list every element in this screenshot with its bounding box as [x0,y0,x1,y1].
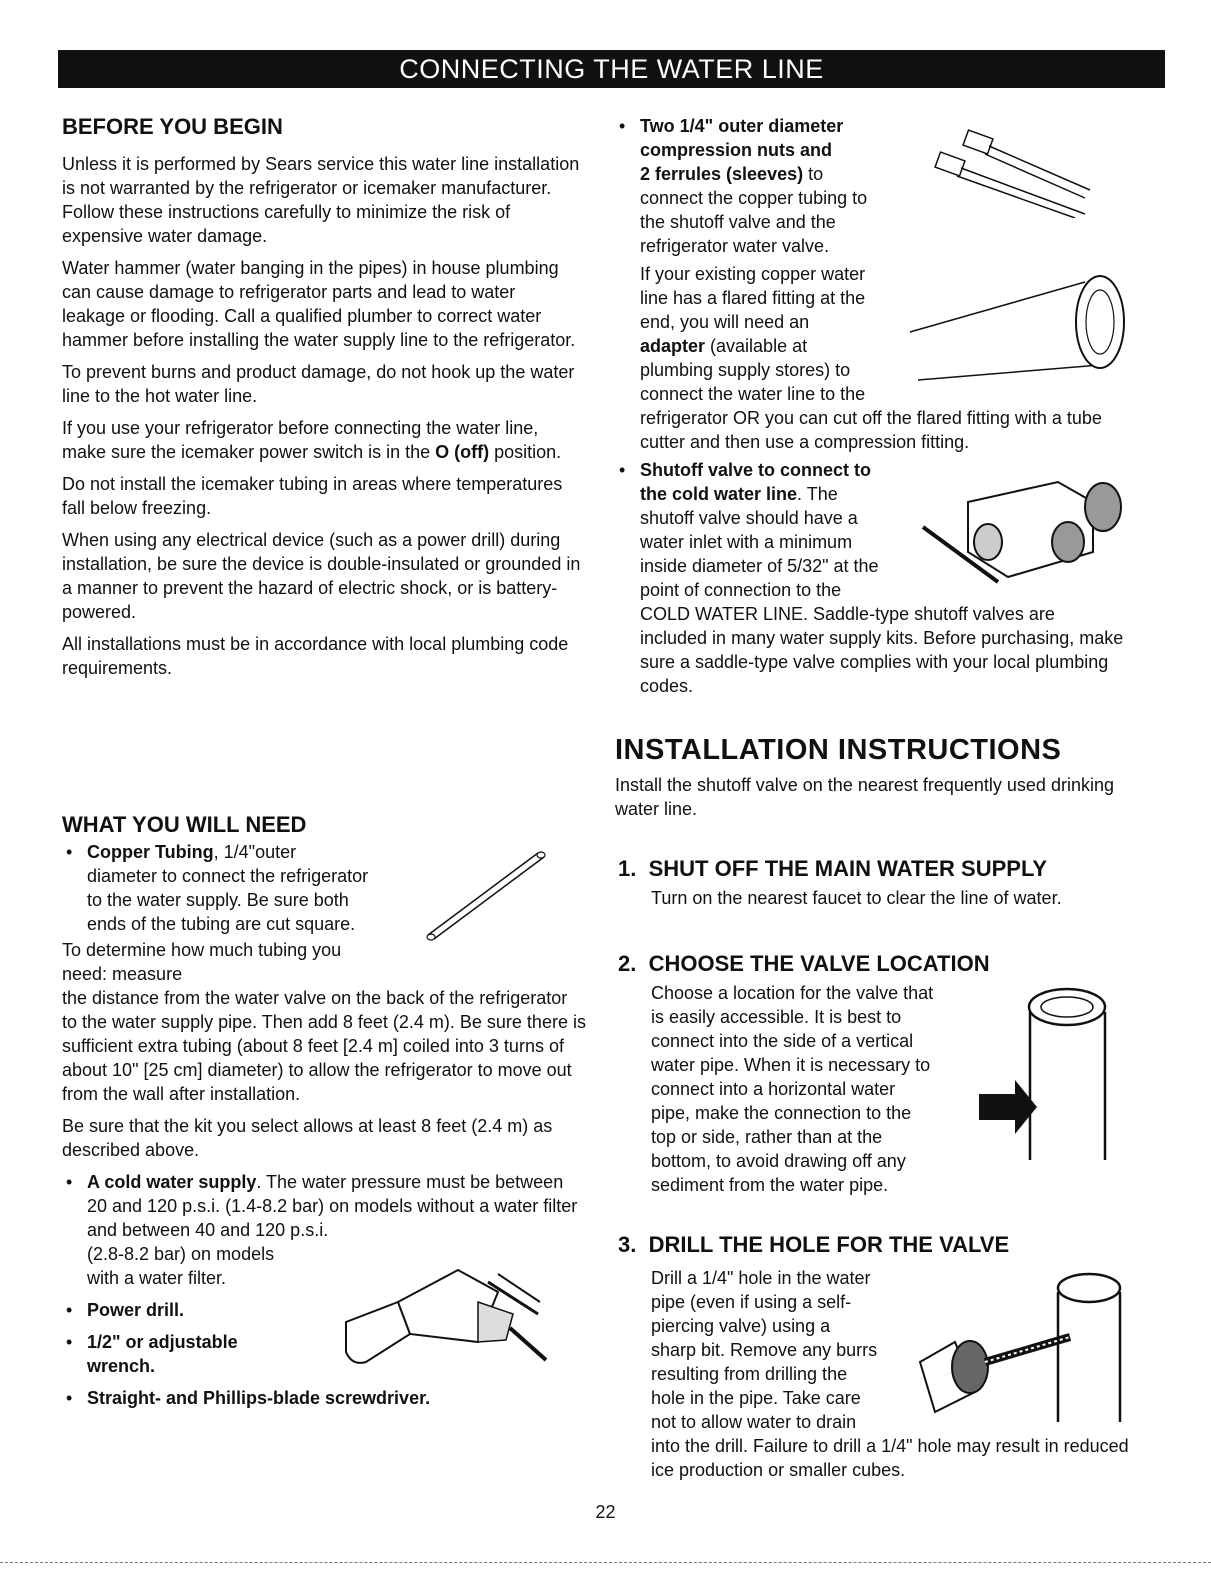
kit-text: Be sure that the kit you select allows at least 8 feet (2.4 m) as described above. [62,1116,553,1160]
step-1-text: Turn on the nearest faucet to clear the line of water. [651,888,1062,908]
step-2-title: CHOOSE THE VALVE LOCATION [648,951,990,976]
cold-water-item: • A cold water supply. The water pressure must be between 20 and 120 p.s.i. (1.4-8.2 bar) on models without a water filter and between 40 and 120 p.s.i. (2.8-8.2 bar) on models with a water filter. [66,1172,578,1288]
before-p2: Water hammer (water banging in the pipes) in house plumbing can cause damage to refrigerator parts and lead to water leakage or flooding. Call a qualified plumber to correct water hammer before installing the water supply line to the refrigerator. [62,258,576,350]
before-p1b: Follow these instructions carefully to minimize the risk of expensive water damage. [62,202,511,246]
compression-nuts-item: • Two 1/4" outer diameter compression nuts and 2 ferrules (sleeves) to connect the copper tubing to the shutoff valve and the refrigerator water valve. [619,116,868,256]
page-bottom-divider [0,1562,1211,1563]
wrench-item: • 1/2" or adjustable wrench. [66,1332,238,1376]
flared-fitting-illustration [900,270,1130,400]
install-intro: Install the shutoff valve on the nearest frequently used drinking water line. [615,775,1114,819]
step-3-text: Drill a 1/4" hole in the water pipe (even if using a self- piercing valve) using a sharp bit. Remove any burrs resulting from drilling the hole in the pipe. Take care not to allow water to drain into the drill. Failure to drill a 1/4" hole may result in reduced ice production or smaller cubes. [651,1268,1129,1480]
step-3-number: 3. [618,1232,637,1257]
before-p7: All installations must be in accordance with local plumbing code requirements. [62,634,569,678]
copper-tubing-item: • Copper Tubing, 1/4"outer diameter to connect the refrigerator to the water supply. Be sure both ends of the tubing are cut square. [66,842,369,934]
before-p3: To prevent burns and product damage, do not hook up the water line to the hot water line. [62,362,575,406]
page-number: 22 [595,1502,616,1522]
step-3-title: DRILL THE HOLE FOR THE VALVE [648,1232,1010,1257]
step-1 [618,856,1138,910]
step-2-text: Choose a location for the valve that is easily accessible. It is best to connect into the side of a vertical water pipe. When it is necessary to connect into a horizontal water pipe, make the connection to the top or side, rather than at the bottom, to avoid drawing off any sediment from the water pipe. [651,983,934,1195]
before-p6: When using any electrical device (such as a power drill) during installation, be sure the device is double-insulated or grounded in a manner to prevent the hazard of electric shock, or is battery-powered. [62,530,581,622]
installation-section [615,733,1135,829]
shutoff-valve-illustration [918,472,1128,592]
page-banner: CONNECTING THE WATER LINE [58,50,1165,88]
install-heading: INSTALLATION INSTRUCTIONS [615,734,1062,766]
drill-pipe-illustration [915,1262,1125,1427]
before-heading: BEFORE YOU BEGIN [62,114,283,139]
copper-tubing-illustration [420,845,550,945]
step-1-number: 1. [618,856,637,881]
measure-text: To determine how much tubing you need: measure the distance from the water valve on the back of the refrigerator to the water supply pipe. Then add 8 feet (2.4 m). Be sure there is sufficient extra tubing (about 8 feet [2.4 m] coiled into 3 turns of about 10" [25 cm] diameter) to allow the refrigerator to move out from the wall after installation. [62,940,586,1104]
vertical-pipe-illustration [975,982,1120,1162]
before-you-begin-section [62,114,582,688]
step-2-number: 2. [618,951,637,976]
before-p1: Unless it is performed by Sears service this water line installation is not warranted by the refrigerator or icemaker manufacturer. [62,154,580,198]
need-heading: WHAT YOU WILL NEED [62,812,307,837]
step-1-title: SHUT OFF THE MAIN WATER SUPPLY [648,856,1048,881]
shutoff-valve-item: • Shutoff valve to connect to the cold water line. The shutoff valve should have a water inlet with a minimum inside diameter of 5/32" at the point of connection to the COLD WATER LINE. Saddle-type shutoff valves are included in many water supply kits. Before purchasing, make sure a saddle-type valve complies with your local plumbing codes. [619,460,1124,696]
before-p4: If you use your refrigerator before connecting the water line, make sure the icemaker power switch is in the O (off) position. [62,418,562,462]
screwdriver-item: • Straight- and Phillips-blade screwdriver. [66,1388,431,1408]
before-p5: Do not install the icemaker tubing in areas where temperatures fall below freezing. [62,474,563,518]
power-drill-item: • Power drill. [66,1300,185,1320]
power-drill-illustration [338,1262,553,1372]
flared-fitting-text: If your existing copper water line has a flared fitting at the end, you will need an adapter (available at plumbing supply stores) to connect the water line to the refrigerator OR you can cut off the flared fitting with a tube cutter and then use a compression fitting. [640,264,1102,452]
compression-nuts-illustration [925,118,1100,218]
